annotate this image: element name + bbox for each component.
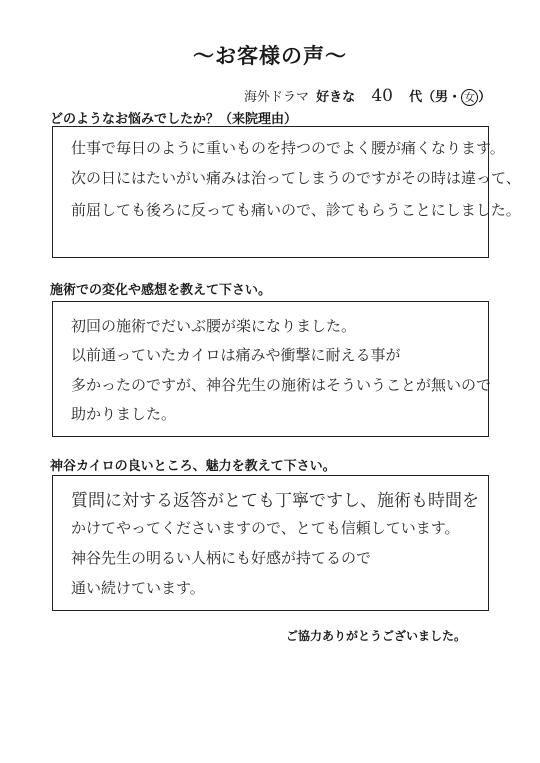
answer-box-appeal (52, 475, 489, 611)
age-value: 40 (371, 86, 393, 106)
answer-line: 仕事で毎日のように重いものを持つのでよく腰が痛くなります。 (71, 139, 505, 157)
age-unit-label: 代（男・ (409, 90, 462, 105)
answer-line: かけてやってくださいますので、とても信頼しています。 (71, 519, 460, 537)
question-reason: どのようなお悩みでしたか？（来院理由） (50, 112, 298, 127)
question-impression: 施術での変化や感想を教えて下さい。 (50, 283, 272, 298)
answer-line: 助かりました。 (71, 405, 177, 423)
gender-circled: 女 (461, 89, 478, 106)
close-paren: ） (478, 90, 492, 105)
answer-line: 多かったのですが、神谷先生の施術はそういうことが無いので (71, 376, 492, 394)
customer-profile (244, 86, 491, 106)
hobby-label: 好きな (316, 90, 356, 105)
answer-line: 次の日にはたいがい痛みは治ってしまうのですがその時は違って、 (71, 169, 521, 187)
page-title: ～お客様の声～ (193, 44, 347, 68)
answer-box-impression (52, 301, 492, 437)
answer-line: 前屈しても後ろに反っても痛いので、診てもらうことにしました。 (71, 201, 521, 219)
answer-line: 初回の施術でだいぶ腰が楽になりました。 (71, 317, 357, 335)
answer-line: 神谷先生の明るい人柄にも好感が持てるので (71, 549, 372, 567)
answer-line: 質問に対する返答がとても丁寧ですし、施術も時間を (71, 491, 479, 511)
answer-line: 以前通っていたカイロは痛みや衝撃に耐える事が (71, 346, 401, 364)
thanks-message: ご協力ありがとうございました。 (286, 629, 467, 643)
answer-box-reason (52, 126, 521, 258)
question-appeal: 神谷カイロの良いところ、魅力を教えて下さい。 (50, 459, 336, 474)
answer-line: 通い続けています。 (71, 579, 205, 597)
hobby-value: 海外ドラマ (244, 90, 310, 105)
